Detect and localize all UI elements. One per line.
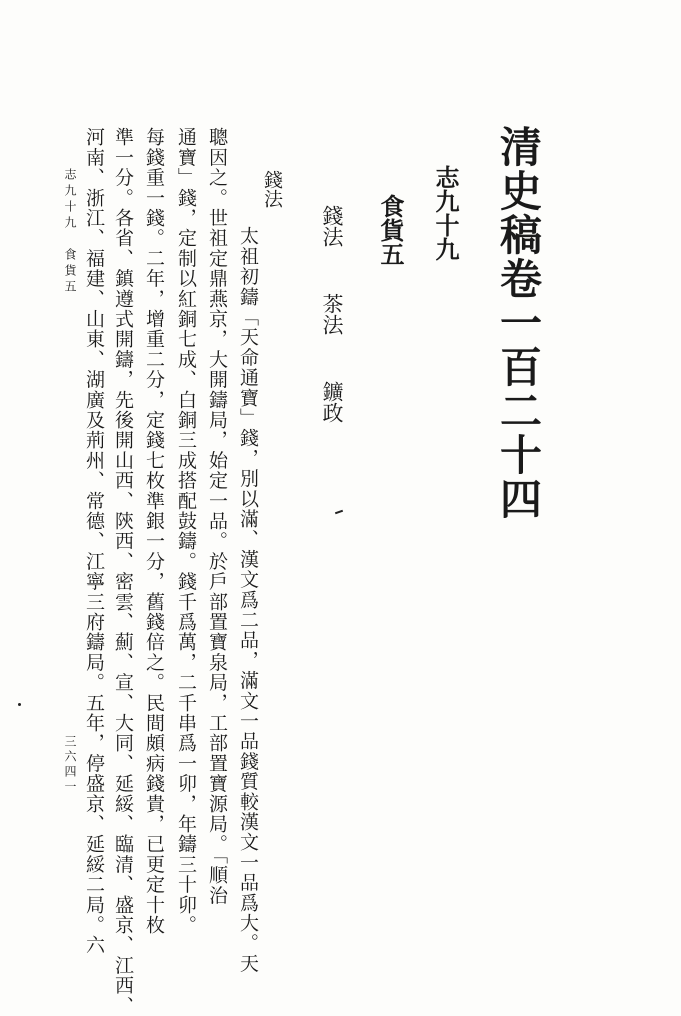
- subsection-item: 茶法: [320, 293, 344, 335]
- ink-speck: [335, 510, 343, 515]
- subsection-item: 鑛政: [320, 381, 344, 423]
- text-column: 聰因之。世祖定鼎燕京，大開鑄局，始定一品。於戶部置寶泉局，工部置寶源局。「順治: [206, 127, 228, 906]
- text-column: 太祖初鑄「天命通寶」錢，別以滿、漢文爲二品，滿文一品錢質較漢文一品爲大。天: [237, 226, 259, 974]
- chapter-title: 清史稿卷一百二十四: [494, 125, 543, 521]
- text-column: 通寶」錢，定制以紅銅七成、白銅三成搭配鼓鑄。錢千爲萬，二千串爲一卯，年鑄三十卯。: [175, 127, 197, 935]
- text-column: 河南、浙江、福建、山東、湖廣及荊州、常德、江寧三府鑄局。五年，停盛京、延綏二局。六: [83, 127, 105, 956]
- text-column: 準一分。各省、鎮遵式開鑄，先後開山西、陝西、密雲、薊、宣、大同、延綏、臨清、盛京、江西、: [112, 127, 134, 1016]
- section-label: 食貨五: [376, 194, 405, 266]
- subsection-item: 錢法: [320, 205, 344, 247]
- text-column: 每錢重一錢。二年，增重二分，定錢七枚準銀一分，舊錢倍之。民間頗病錢貴，已更定十枚: [143, 127, 165, 935]
- text-heading: 錢法: [261, 170, 283, 208]
- page-number: 三六四一: [63, 735, 77, 795]
- running-head: 志九十九 食貨五: [63, 168, 77, 296]
- volume-label: 志九十九: [431, 165, 460, 261]
- subsection-list: [321, 205, 342, 423]
- ink-speck: [18, 703, 21, 706]
